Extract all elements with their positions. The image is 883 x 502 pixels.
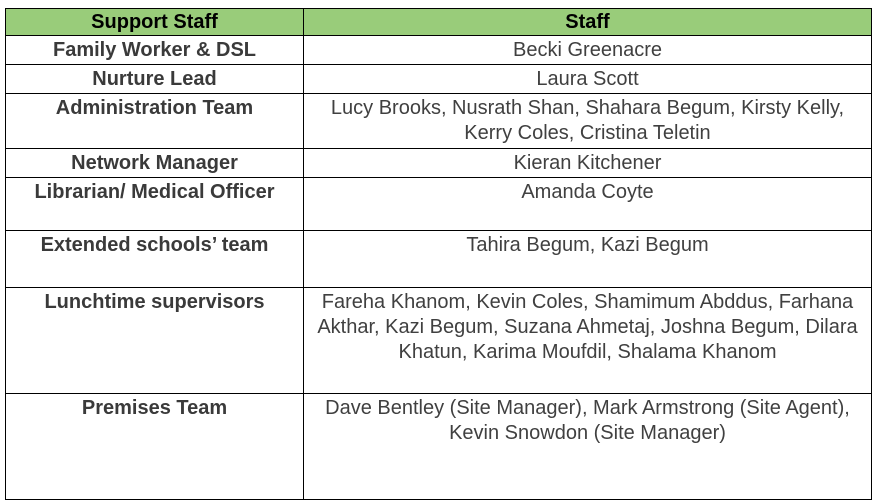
header-row <box>6 9 872 36</box>
role-cell: Extended schools’ team <box>6 231 304 288</box>
header-support-staff: Support Staff <box>6 9 304 36</box>
role-cell: Librarian/ Medical Officer <box>6 178 304 231</box>
staff-cell: Amanda Coyte <box>304 178 872 231</box>
table-row <box>6 178 872 231</box>
staff-cell: Dave Bentley (Site Manager), Mark Armstrong (Site Agent), Kevin Snowdon (Site Manager) <box>304 394 872 500</box>
support-staff-table <box>5 8 872 500</box>
role-cell: Administration Team <box>6 94 304 149</box>
table-row <box>6 288 872 394</box>
role-cell: Nurture Lead <box>6 65 304 94</box>
table-row <box>6 94 872 149</box>
role-cell: Premises Team <box>6 394 304 500</box>
table-row <box>6 149 872 178</box>
table-row <box>6 65 872 94</box>
header-staff: Staff <box>304 9 872 36</box>
role-cell: Family Worker & DSL <box>6 36 304 65</box>
table-row <box>6 394 872 500</box>
staff-cell: Becki Greenacre <box>304 36 872 65</box>
staff-cell: Lucy Brooks, Nusrath Shan, Shahara Begum, Kirsty Kelly, Kerry Coles, Cristina Teletin <box>304 94 872 149</box>
table-row <box>6 231 872 288</box>
role-cell: Lunchtime supervisors <box>6 288 304 394</box>
role-cell: Network Manager <box>6 149 304 178</box>
staff-cell: Laura Scott <box>304 65 872 94</box>
staff-cell: Kieran Kitchener <box>304 149 872 178</box>
staff-cell: Fareha Khanom, Kevin Coles, Shamimum Abddus, Farhana Akthar, Kazi Begum, Suzana Ahmetaj, Joshna Begum, Dilara Khatun, Karima Moufdil, Shalama Khanom <box>304 288 872 394</box>
table-row <box>6 36 872 65</box>
staff-cell: Tahira Begum, Kazi Begum <box>304 231 872 288</box>
